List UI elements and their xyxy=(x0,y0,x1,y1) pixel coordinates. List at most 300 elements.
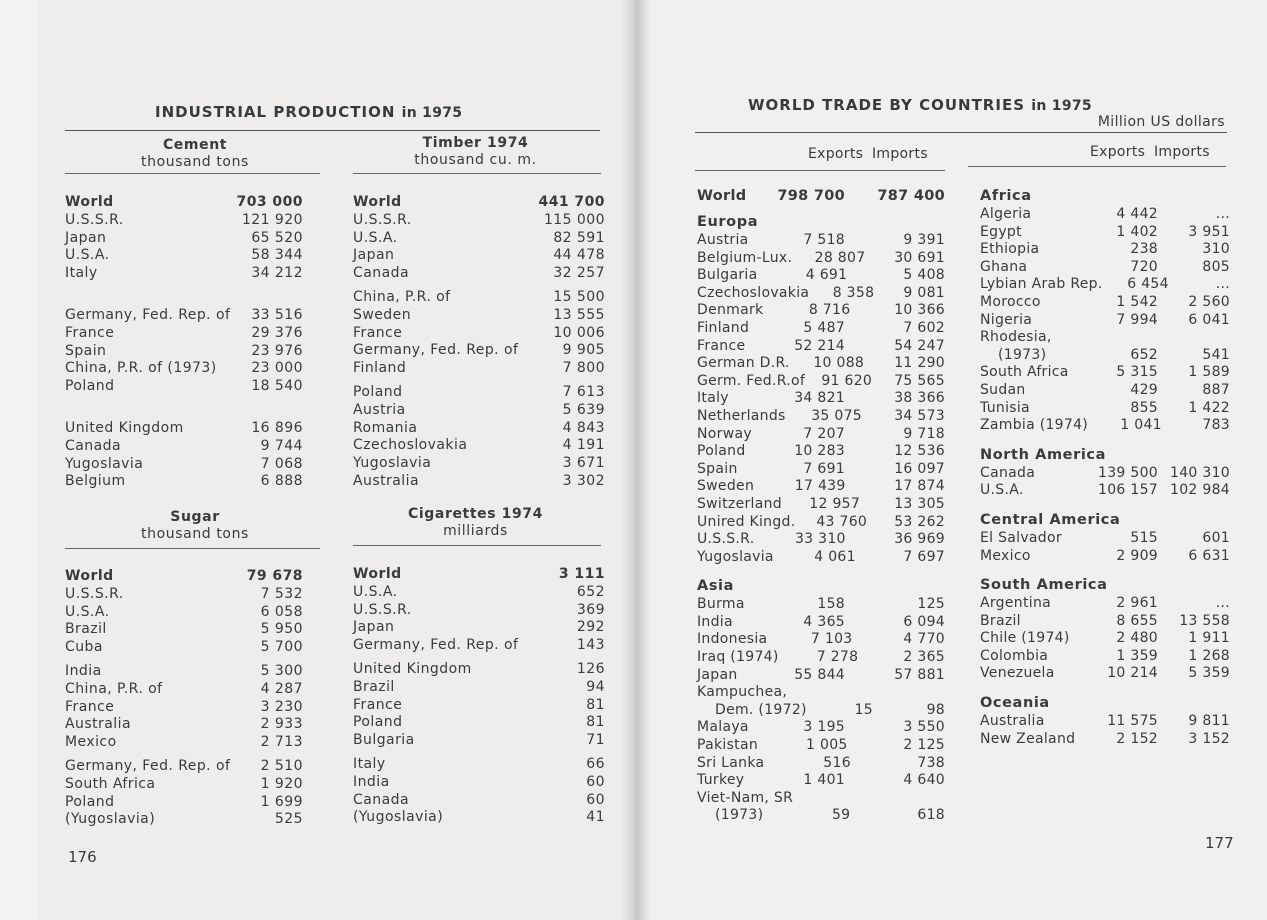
country-name: Netherlands xyxy=(697,407,786,424)
imports-value: 9 081 xyxy=(903,284,945,301)
timber-unit: thousand cu. m. xyxy=(414,152,537,168)
imports-value: 6 631 xyxy=(1188,547,1230,564)
exports-value: 15 xyxy=(854,701,874,718)
production-value: 121 920 xyxy=(241,211,303,228)
imports-value: 98 xyxy=(926,701,945,718)
table-row xyxy=(980,276,1230,294)
imports-value: 2 365 xyxy=(903,649,945,666)
country-name: U.S.A. xyxy=(65,247,110,264)
page-number: 177 xyxy=(1205,834,1234,852)
table-row xyxy=(980,613,1230,631)
table-row xyxy=(697,461,945,479)
exports-value: 33 310 xyxy=(794,531,846,548)
table-row xyxy=(65,473,303,491)
table-row xyxy=(697,478,945,496)
table-row xyxy=(980,224,1230,242)
production-value: 23 976 xyxy=(251,342,303,359)
imports-value: 9 391 xyxy=(903,232,945,248)
region-heading: Oceania xyxy=(980,695,1050,712)
country-name: China, P.R. of xyxy=(353,288,451,305)
country-name: U.S.S.R. xyxy=(697,531,755,548)
page-title-world-trade xyxy=(748,96,1092,114)
imports-value: 7 602 xyxy=(903,319,945,336)
imports-value: 140 310 xyxy=(1170,464,1230,481)
production-value: 441 700 xyxy=(538,194,605,210)
left-column-headers xyxy=(808,146,928,162)
region-heading: Europa xyxy=(697,214,759,230)
production-value: 41 xyxy=(586,809,605,826)
production-value: 1 699 xyxy=(260,793,303,810)
country-name: World xyxy=(353,194,402,210)
country-name: Austria xyxy=(697,232,749,248)
row-group xyxy=(353,194,605,283)
region-heading: Africa xyxy=(980,188,1032,204)
table-row xyxy=(697,549,945,567)
table-row xyxy=(65,586,303,604)
divider xyxy=(353,173,601,174)
exports-value: 1 401 xyxy=(803,772,845,789)
country-name: France xyxy=(65,324,115,341)
imports-value: 783 xyxy=(1202,417,1230,434)
production-value: 7 532 xyxy=(260,585,303,602)
exports-value: 7 103 xyxy=(810,631,853,648)
table-row xyxy=(980,595,1230,613)
country-name: India xyxy=(353,773,390,790)
page-title-industrial-production xyxy=(155,103,462,121)
imports-value: 805 xyxy=(1202,258,1230,275)
imports-header: Imports xyxy=(1154,144,1210,160)
table-row xyxy=(65,604,303,622)
production-value: 3 111 xyxy=(558,566,605,582)
region-section xyxy=(697,212,945,566)
table-row xyxy=(980,312,1230,330)
country-name: Germany, Fed. Rep. of xyxy=(353,342,519,359)
table-row xyxy=(697,737,945,755)
country-name: Sri Lanka xyxy=(697,754,765,771)
country-name: Poland xyxy=(697,443,746,460)
exports-value: 7 278 xyxy=(816,649,859,666)
country-name: Japan xyxy=(353,247,395,264)
table-row xyxy=(697,320,945,338)
country-name: U.S.S.R. xyxy=(65,585,124,602)
exports-value: 34 821 xyxy=(794,390,845,407)
exports-value: 52 214 xyxy=(794,337,845,354)
table-row xyxy=(697,807,945,825)
table-row xyxy=(980,713,1230,731)
exports-value: 28 807 xyxy=(814,249,866,266)
table-row xyxy=(697,443,945,461)
country-name: U.S.A. xyxy=(353,583,398,600)
divider xyxy=(695,132,1227,133)
title-year: in 1975 xyxy=(1031,98,1092,114)
world-row xyxy=(697,186,945,206)
table-row xyxy=(980,294,1230,312)
country-name: Spain xyxy=(65,342,107,359)
production-value: 3 230 xyxy=(260,698,303,715)
country-name: Chile (1974) xyxy=(980,630,1070,647)
country-name: South Africa xyxy=(65,775,156,792)
table-row xyxy=(697,250,945,268)
country-name: U.S.S.R. xyxy=(353,601,412,618)
production-value: 33 516 xyxy=(251,306,303,323)
country-name: Italy xyxy=(353,755,386,772)
exports-value: 1 402 xyxy=(1116,223,1158,240)
table-row xyxy=(353,230,605,248)
table-row xyxy=(353,602,605,620)
production-value: 58 344 xyxy=(251,247,303,264)
production-value: 9 744 xyxy=(260,437,303,454)
cement-table xyxy=(65,194,303,491)
timber-header xyxy=(353,135,598,169)
country-name: Czechoslovakia xyxy=(353,437,468,454)
table-row xyxy=(65,438,303,456)
production-value: 126 xyxy=(576,660,605,677)
table-row xyxy=(353,679,605,697)
country-name: Italy xyxy=(65,265,98,282)
cigarettes-header xyxy=(353,506,598,540)
imports-value: 53 262 xyxy=(894,513,945,530)
imports-value: 601 xyxy=(1202,529,1230,546)
exports-value: 1 359 xyxy=(1116,647,1158,664)
row-group xyxy=(65,568,303,657)
country-name: Lybian Arab Rep. xyxy=(980,276,1103,293)
production-value: 4 843 xyxy=(562,419,605,436)
imports-value: 13 305 xyxy=(894,495,945,512)
country-name: Romania xyxy=(353,419,418,436)
country-name: Poland xyxy=(65,793,115,810)
imports-value: 30 691 xyxy=(894,249,945,266)
imports-value: 787 400 xyxy=(877,188,945,204)
table-row xyxy=(353,384,605,402)
exports-value: 1 542 xyxy=(1116,293,1158,310)
imports-value: 2 560 xyxy=(1188,293,1230,310)
exports-value: 17 439 xyxy=(794,478,846,495)
exports-value: 139 500 xyxy=(1098,464,1158,481)
exports-value: 4 442 xyxy=(1116,206,1158,222)
production-value: 23 000 xyxy=(251,360,303,377)
table-row-continued xyxy=(697,684,945,702)
table-row xyxy=(697,390,945,408)
table-row xyxy=(980,530,1230,548)
country-name: Pakistan xyxy=(697,737,759,754)
table-row xyxy=(980,731,1230,749)
table-row xyxy=(65,212,303,230)
exports-value: 158 xyxy=(817,596,845,613)
region-heading: South America xyxy=(980,577,1108,594)
table-row xyxy=(980,482,1230,500)
table-row xyxy=(353,194,605,212)
region-section xyxy=(980,186,1230,435)
table-row xyxy=(980,630,1230,648)
country-name: Cuba xyxy=(65,639,103,656)
table-row xyxy=(697,426,945,444)
country-name: China, P.R. of xyxy=(65,680,163,697)
production-value: 44 478 xyxy=(553,247,605,264)
imports-value: 1 268 xyxy=(1188,647,1230,664)
exports-value: 106 157 xyxy=(1098,482,1158,499)
table-row xyxy=(65,621,303,639)
production-value: 79 678 xyxy=(246,568,303,584)
table-row xyxy=(697,285,945,303)
country-name: German D.R. xyxy=(697,355,790,372)
exports-value: 720 xyxy=(1130,258,1158,275)
imports-value: 57 881 xyxy=(894,666,945,683)
production-value: 71 xyxy=(586,732,605,749)
title-text: INDUSTRIAL PRODUCTION xyxy=(155,103,396,121)
row-group xyxy=(65,758,303,829)
country-name: Morocco xyxy=(980,293,1041,310)
production-value: 2 713 xyxy=(260,734,303,751)
row-group xyxy=(353,384,605,491)
production-value: 94 xyxy=(586,678,605,695)
cigarettes-title: Cigarettes 1974 xyxy=(408,506,543,522)
production-value: 15 500 xyxy=(553,288,605,305)
exports-value: 91 620 xyxy=(821,372,873,389)
table-row xyxy=(65,343,303,361)
unit-label: Million US dollars xyxy=(1097,114,1225,130)
imports-value: 38 366 xyxy=(894,390,945,407)
exports-value: 10 283 xyxy=(794,443,845,460)
table-row xyxy=(65,378,303,396)
country-name: Yugoslavia xyxy=(65,455,144,472)
exports-value: 798 700 xyxy=(777,188,845,204)
imports-value: 54 247 xyxy=(894,337,945,354)
imports-value: 1 422 xyxy=(1188,399,1230,416)
imports-value: 9 811 xyxy=(1188,713,1230,730)
country-name: Finland xyxy=(353,360,407,377)
country-name: Kampuchea, xyxy=(697,684,788,701)
region-section xyxy=(980,445,1230,500)
table-row xyxy=(697,631,945,649)
production-value: 82 591 xyxy=(553,229,605,246)
country-name: Italy xyxy=(697,390,729,407)
imports-value: 102 984 xyxy=(1170,482,1230,499)
table-row xyxy=(697,719,945,737)
country-name: (Yugoslavia) xyxy=(65,811,156,828)
exports-value: 3 195 xyxy=(803,719,845,736)
imports-value: 310 xyxy=(1202,241,1230,258)
imports-value: 6 041 xyxy=(1188,311,1230,328)
country-name: United Kingdom xyxy=(353,660,472,677)
country-name: Poland xyxy=(353,714,403,731)
exports-value: 2 961 xyxy=(1116,595,1158,612)
table-row-continued xyxy=(697,790,945,808)
imports-value: ... xyxy=(1215,206,1230,222)
country-name: Spain xyxy=(697,460,738,477)
table-row xyxy=(65,568,303,586)
table-row xyxy=(65,663,303,681)
production-value: 18 540 xyxy=(251,378,303,395)
production-value: 10 006 xyxy=(553,324,605,341)
production-value: 3 671 xyxy=(562,455,605,472)
production-value: 5 639 xyxy=(562,401,605,418)
production-value: 292 xyxy=(576,619,605,636)
table-row xyxy=(697,302,945,320)
country-name: Canada xyxy=(65,437,121,454)
imports-value: 4 770 xyxy=(903,631,945,648)
book-gutter xyxy=(620,0,650,920)
production-value: 6 888 xyxy=(260,473,303,490)
country-name: World xyxy=(65,194,114,210)
imports-value: 3 550 xyxy=(903,719,945,736)
table-row xyxy=(65,811,303,829)
table-row xyxy=(980,382,1230,400)
table-row-continued xyxy=(980,329,1230,347)
country-name: France xyxy=(697,337,746,354)
exports-value: 11 575 xyxy=(1107,713,1158,730)
country-name: U.S.S.R. xyxy=(65,211,124,228)
country-name: Bulgaria xyxy=(353,732,415,749)
country-name: Egypt xyxy=(980,223,1022,240)
table-row xyxy=(697,496,945,514)
country-name: Viet-Nam, SR xyxy=(697,789,794,806)
imports-value: ... xyxy=(1215,595,1230,612)
exports-value: 6 454 xyxy=(1127,276,1169,293)
imports-value: 6 094 xyxy=(903,613,945,630)
table-row xyxy=(697,373,945,391)
country-name: (1973) xyxy=(998,346,1047,363)
table-row xyxy=(980,548,1230,566)
country-name: Dem. (1972) xyxy=(715,701,807,718)
production-value: 115 000 xyxy=(543,211,605,228)
country-name: Colombia xyxy=(980,647,1049,664)
imports-value: 75 565 xyxy=(894,372,945,389)
country-name: Poland xyxy=(65,378,115,395)
exports-value: 5 487 xyxy=(803,319,845,336)
table-row xyxy=(697,514,945,532)
production-value: 81 xyxy=(586,714,605,731)
exports-value: 238 xyxy=(1130,241,1158,258)
country-name: Norway xyxy=(697,425,752,442)
table-row xyxy=(65,194,303,212)
country-name: World xyxy=(353,566,402,582)
title-text: WORLD TRADE BY COUNTRIES xyxy=(748,96,1025,114)
country-name: World xyxy=(697,188,747,204)
imports-value: 11 290 xyxy=(894,355,945,372)
table-row xyxy=(353,637,605,655)
production-value: 32 257 xyxy=(553,265,605,282)
country-name: World xyxy=(65,568,114,584)
right-column-headers xyxy=(1090,144,1210,160)
production-value: 4 191 xyxy=(562,437,605,454)
country-name: Austria xyxy=(353,401,406,418)
imports-value: 125 xyxy=(917,596,945,613)
divider xyxy=(65,173,320,174)
table-row xyxy=(65,734,303,752)
table-row xyxy=(697,667,945,685)
table-row xyxy=(980,648,1230,666)
sugar-title: Sugar xyxy=(170,509,220,525)
production-value: 1 920 xyxy=(260,775,303,792)
table-row xyxy=(980,364,1230,382)
country-name: Brazil xyxy=(65,621,107,638)
row-group xyxy=(65,307,303,396)
table-row xyxy=(353,756,605,774)
table-row xyxy=(353,619,605,637)
exports-value: 8 716 xyxy=(808,302,851,319)
imports-value: 3 951 xyxy=(1188,223,1230,240)
table-row xyxy=(353,307,605,325)
table-row xyxy=(353,473,605,491)
imports-value: 618 xyxy=(917,807,945,824)
country-name: Burma xyxy=(697,596,745,613)
imports-value: 17 874 xyxy=(894,478,945,495)
table-row xyxy=(65,456,303,474)
table-row xyxy=(353,809,605,827)
country-name: Ethiopia xyxy=(980,241,1040,258)
row-group xyxy=(65,420,303,491)
imports-value: ... xyxy=(1215,276,1230,293)
table-row xyxy=(980,241,1230,259)
country-name: Germany, Fed. Rep. of xyxy=(353,637,519,654)
sugar-header xyxy=(65,509,325,543)
divider xyxy=(353,545,601,546)
table-row xyxy=(65,699,303,717)
cement-header xyxy=(65,137,325,171)
production-value: 369 xyxy=(576,601,605,618)
table-row xyxy=(353,325,605,343)
exports-value: 35 075 xyxy=(811,407,862,424)
table-row xyxy=(353,265,605,283)
exports-value: 5 315 xyxy=(1116,364,1158,381)
table-row xyxy=(65,716,303,734)
table-row xyxy=(980,665,1230,683)
table-row xyxy=(353,420,605,438)
production-value: 65 520 xyxy=(251,229,303,246)
country-name: France xyxy=(353,696,403,713)
exports-value: 2 909 xyxy=(1116,547,1158,564)
country-name: U.S.S.R. xyxy=(353,211,412,228)
exports-value: 429 xyxy=(1130,381,1158,398)
country-name: Canada xyxy=(353,791,409,808)
production-value: 6 058 xyxy=(260,603,303,620)
region-heading: Central America xyxy=(980,511,1121,528)
country-name: Nigeria xyxy=(980,311,1033,328)
production-value: 13 555 xyxy=(553,306,605,323)
exports-value: 12 957 xyxy=(809,495,861,512)
country-name: Germ. Fed.R.of xyxy=(697,372,806,389)
country-name: Japan xyxy=(353,619,395,636)
table-row xyxy=(980,347,1230,365)
table-row xyxy=(353,584,605,602)
exports-value: 652 xyxy=(1130,346,1158,363)
exports-value: 4 691 xyxy=(805,267,848,284)
country-name: France xyxy=(353,324,403,341)
exports-value: 8 655 xyxy=(1116,612,1158,629)
table-row xyxy=(697,702,945,720)
exports-value: 1 041 xyxy=(1120,417,1162,434)
imports-value: 9 718 xyxy=(903,425,945,442)
country-name: Iraq (1974) xyxy=(697,649,779,666)
exports-value: 515 xyxy=(1130,529,1158,546)
table-row xyxy=(65,307,303,325)
imports-value: 12 536 xyxy=(894,443,945,460)
production-value: 29 376 xyxy=(251,324,303,341)
table-row xyxy=(980,400,1230,418)
table-row xyxy=(353,212,605,230)
exports-value: 43 760 xyxy=(816,513,868,530)
country-name: Rhodesia, xyxy=(980,329,1052,346)
production-value: 34 212 xyxy=(251,265,303,282)
table-row xyxy=(65,247,303,265)
country-name: Australia xyxy=(980,713,1045,730)
exports-value: 4 365 xyxy=(803,613,845,630)
exports-header: Exports xyxy=(1090,144,1146,160)
table-row xyxy=(353,774,605,792)
exports-value: 7 691 xyxy=(803,460,845,477)
country-name: Yugoslavia xyxy=(353,455,432,472)
exports-value: 7 207 xyxy=(803,425,845,442)
